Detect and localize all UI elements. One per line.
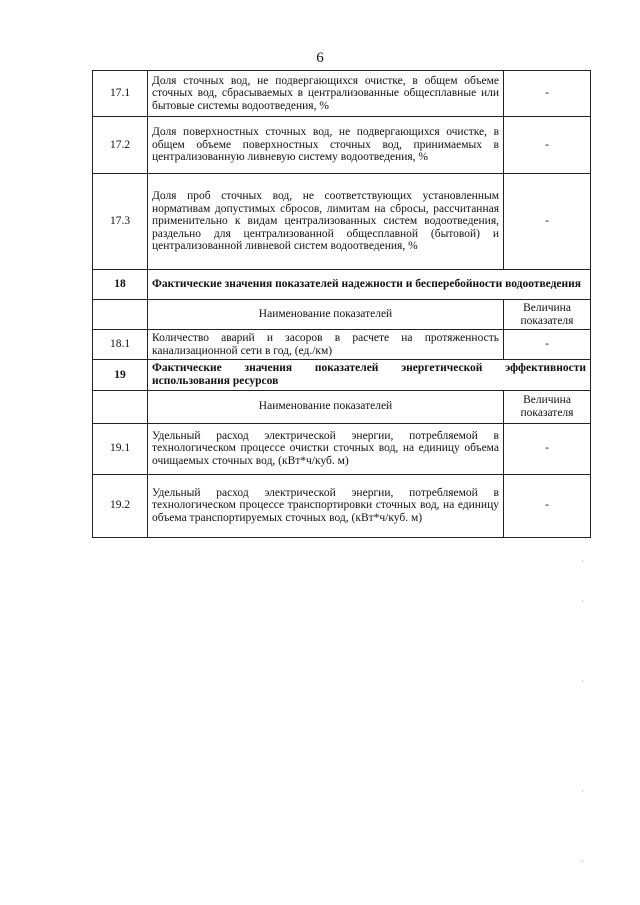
table-row [93,330,591,360]
header-row [93,390,591,423]
indicator-value: - [504,474,591,537]
indicator-name: Доля поверхностных сточных вод, не подвергающихся очистке, в общем объеме поверхностных сточных вод, принимаемых в централизованную ливневую систему водоотведения, % [148,117,504,174]
row-number: 18.1 [93,330,148,360]
indicator-value: - [504,330,591,360]
scan-mark [582,600,583,602]
scan-mark [582,860,583,862]
row-number: 17.3 [93,174,148,270]
header-name: Наименование показателей [148,300,504,330]
indicator-name: Доля сточных вод, не подвергающихся очистке, в общем объеме сточных вод, сбрасываемых в централизованные общесплавные или бытовые системы водоотведения, % [148,71,504,117]
scan-mark [582,560,583,562]
header-empty-cell [93,390,148,423]
header-value: Величина показателя [504,300,591,330]
scan-mark [582,790,583,792]
table-row [93,174,591,270]
indicator-value: - [504,423,591,474]
row-number: 19.1 [93,423,148,474]
section-row [93,270,591,300]
table-row [93,71,591,117]
header-name: Наименование показателей [148,390,504,423]
table-row [93,117,591,174]
section-number: 18 [93,270,148,300]
row-number: 19.2 [93,474,148,537]
indicator-value: - [504,71,591,117]
header-value: Величина показателя [504,390,591,423]
indicator-value: - [504,117,591,174]
header-empty-cell [93,300,148,330]
table-row [93,474,591,537]
row-number: 17.2 [93,117,148,174]
scan-mark [582,680,583,682]
section-title: Фактические значения показателей энергетической эффективности использования ресурсов [148,360,591,390]
indicators-table [92,70,591,538]
page-number: 6 [316,50,324,66]
indicator-value: - [504,174,591,270]
indicator-name: Доля проб сточных вод, не соответствующих установленным нормативам допустимых сбросов, лимитам на сбросы, рассчитанная применительно к видам централизованных систем водоотведения, раздельно для централизованной общесплавной (бытовой) и централизованной ливневой систем водоотведения, % [148,174,504,270]
header-row [93,300,591,330]
section-number: 19 [93,360,148,390]
indicator-name: Удельный расход электрической энергии, потребляемой в технологическом процессе транспортировки сточных вод, на единицу объема транспортируемых сточных вод, (кВт*ч/куб. м) [148,474,504,537]
section-title: Фактические значения показателей надежности и бесперебойности водоотведения [148,270,591,300]
indicator-name: Количество аварий и засоров в расчете на протяженность канализационной сети в год, (ед./км) [148,330,504,360]
row-number: 17.1 [93,71,148,117]
section-row [93,360,591,390]
table-row [93,423,591,474]
indicator-name: Удельный расход электрической энергии, потребляемой в технологическом процессе очистки сточных вод, на единицу объема очищаемых сточных вод, (кВт*ч/куб. м) [148,423,504,474]
